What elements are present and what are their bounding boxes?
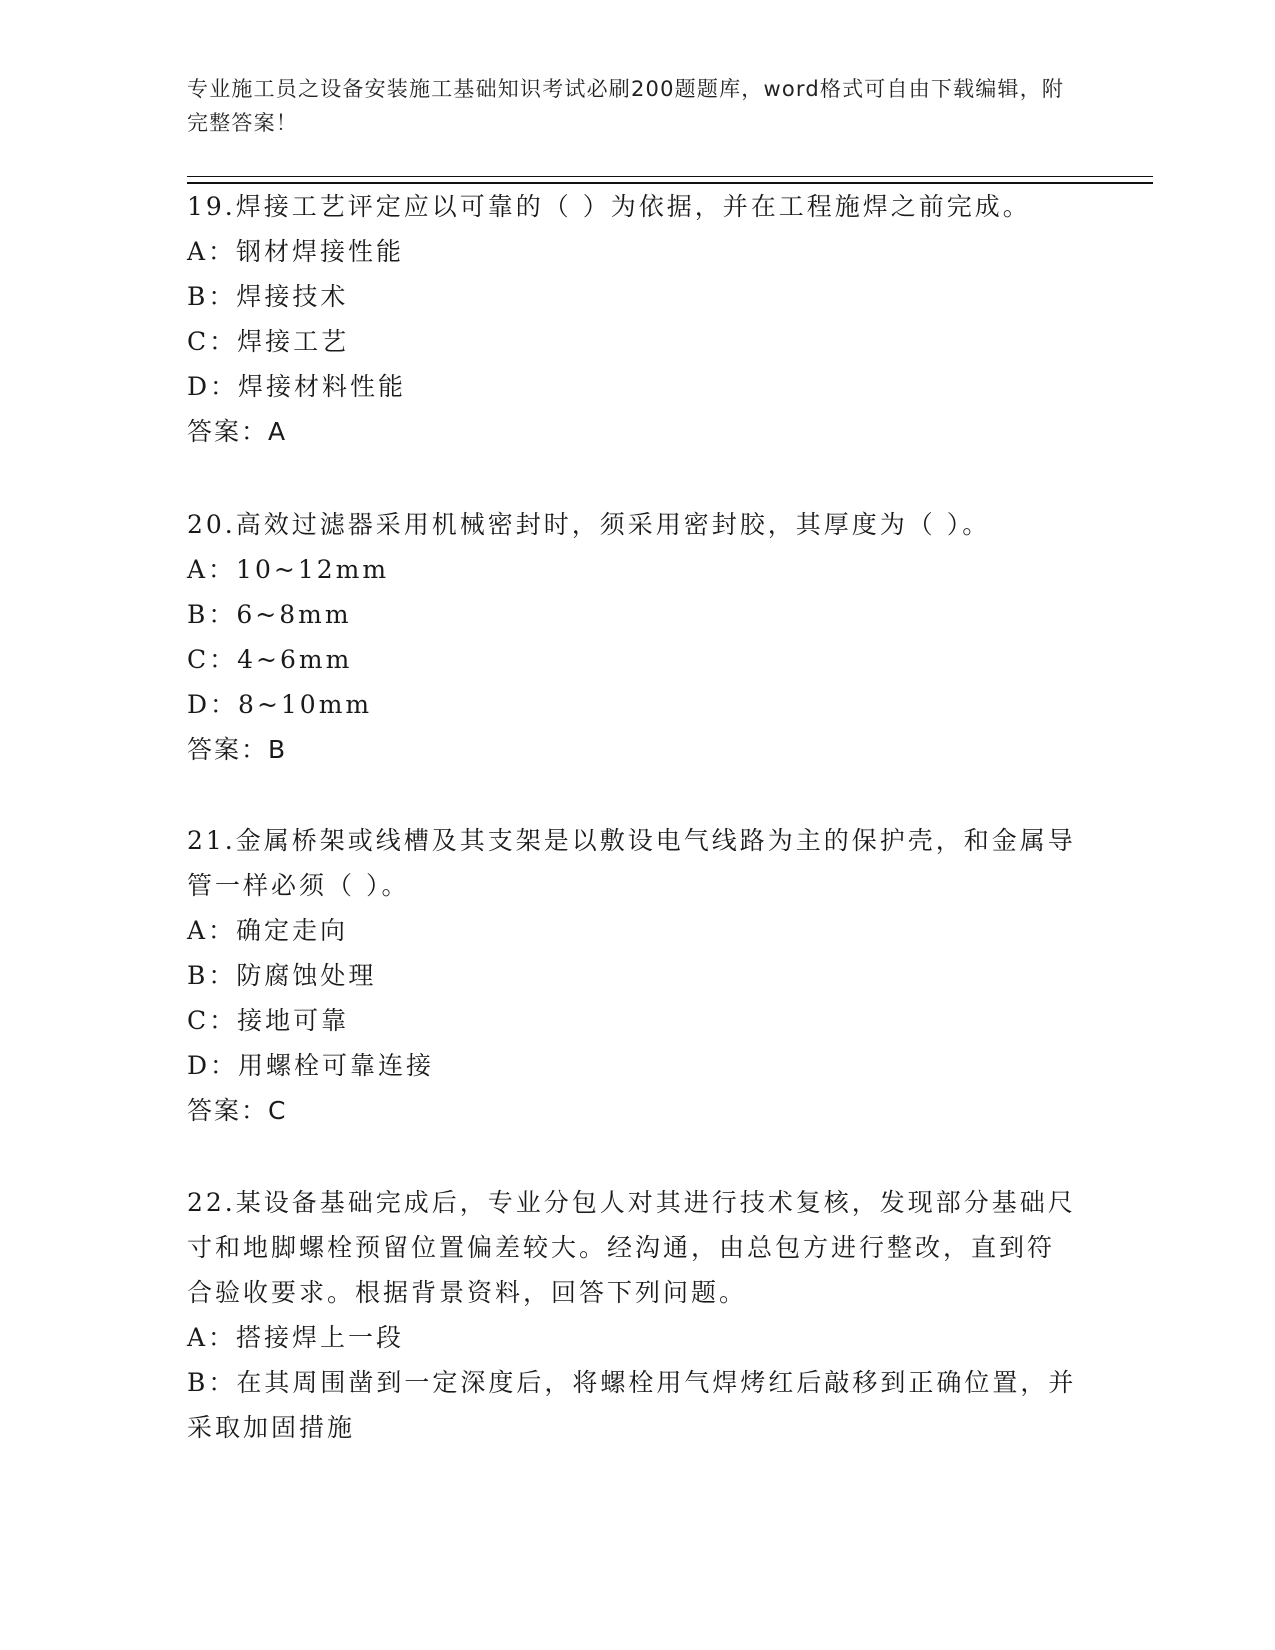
option-c: C：接地可靠: [187, 1006, 350, 1035]
option-d: D：用螺栓可靠连接: [187, 1051, 435, 1080]
option-a: A：钢材焊接性能: [187, 237, 405, 266]
answer: 答案：A: [187, 417, 288, 446]
question-21: [187, 818, 1077, 1133]
question-stem: 21.金属桥架或线槽及其支架是以敷设电气线路为主的保护壳，和金属导管一样必须（ ）。: [187, 826, 1076, 900]
option-b: B：防腐蚀处理: [187, 961, 377, 990]
option-a: A：10~12mm: [187, 555, 390, 584]
option-b: B：在其周围凿到一定深度后，将螺栓用气焊烤红后敲移到正确位置，并采取加固措施: [187, 1368, 1077, 1442]
option-a: A：搭接焊上一段: [187, 1323, 405, 1352]
document-header: 专业施工员之设备安装施工基础知识考试必刷200题题库，word格式可自由下载编辑，附完整答案！: [187, 77, 1065, 135]
option-b: B：6~8mm: [187, 600, 352, 629]
option-d: D：焊接材料性能: [187, 372, 407, 401]
option-c: C：焊接工艺: [187, 327, 350, 356]
question-20: [187, 502, 1077, 772]
question-19: [187, 184, 1077, 454]
answer: 答案：B: [187, 735, 288, 764]
question-stem: 19.焊接工艺评定应以可靠的（ ）为依据，并在工程施焊之前完成。: [187, 192, 1031, 221]
header-divider-thin: [187, 176, 1153, 177]
option-d: D：8~10mm: [187, 690, 373, 719]
question-22: [187, 1180, 1077, 1450]
question-stem: 22.某设备基础完成后，专业分包人对其进行技术复核，发现部分基础尺寸和地脚螺栓预留位置偏差较大。经沟通，由总包方进行整改，直到符合验收要求。根据背景资料，回答下列问题。: [187, 1188, 1076, 1307]
option-c: C：4~6mm: [187, 645, 353, 674]
option-a: A：确定走向: [187, 916, 349, 945]
option-b: B：焊接技术: [187, 282, 349, 311]
question-stem: 20.高效过滤器采用机械密封时，须采用密封胶，其厚度为（ ）。: [187, 510, 991, 539]
answer: 答案：C: [187, 1096, 288, 1125]
